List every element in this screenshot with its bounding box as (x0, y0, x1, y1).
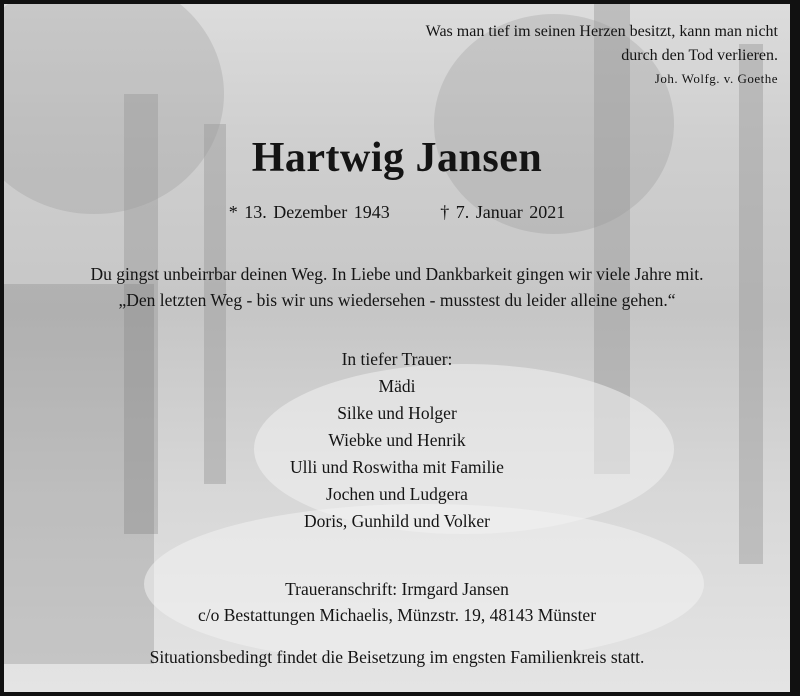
mourners-heading: In tiefer Trauer: (341, 349, 453, 369)
memorial-message (4, 261, 790, 313)
quote-author: Joh. Wolfg. v. Goethe (654, 71, 778, 86)
foliage-shape (4, 4, 224, 214)
quote-line: durch den Tod verlieren. (621, 47, 778, 64)
mourner-name: Silke und Holger (337, 403, 457, 423)
mourner-name: Ulli und Roswitha mit Familie (290, 457, 504, 477)
message-line: „Den letzten Weg - bis wir uns wiedersehen - musstest du leider alleine gehen.“ (118, 290, 676, 310)
deceased-name: Hartwig Jansen (251, 135, 543, 181)
message-line: Du gingst unbeirrbar deinen Weg. In Liebe und Dankbarkeit gingen wir viele Jahre mit. (90, 264, 704, 284)
mourner-name: Jochen und Ludgera (326, 484, 468, 504)
mourners-list (4, 346, 790, 535)
mourner-name: Mädi (378, 376, 416, 396)
death-date: † 7. Januar 2021 (440, 202, 566, 222)
burial-note: Situationsbedingt findet die Beisetzung im engsten Familienkreis statt. (149, 647, 645, 667)
mourner-name: Wiebke und Henrik (328, 430, 466, 450)
address-line: Traueranschrift: Irmgard Jansen (285, 579, 509, 599)
condolence-address (4, 576, 790, 628)
background-photo (4, 4, 790, 692)
address-line: c/o Bestattungen Michaelis, Münzstr. 19, 48143 Münster (197, 605, 597, 625)
life-dates (4, 202, 790, 223)
goethe-quote (426, 20, 778, 90)
birth-date: * 13. Dezember 1943 (228, 202, 390, 222)
quote-line: Was man tief im seinen Herzen besitzt, kann man nicht (425, 23, 778, 40)
mourner-name: Doris, Gunhild und Volker (303, 511, 491, 531)
